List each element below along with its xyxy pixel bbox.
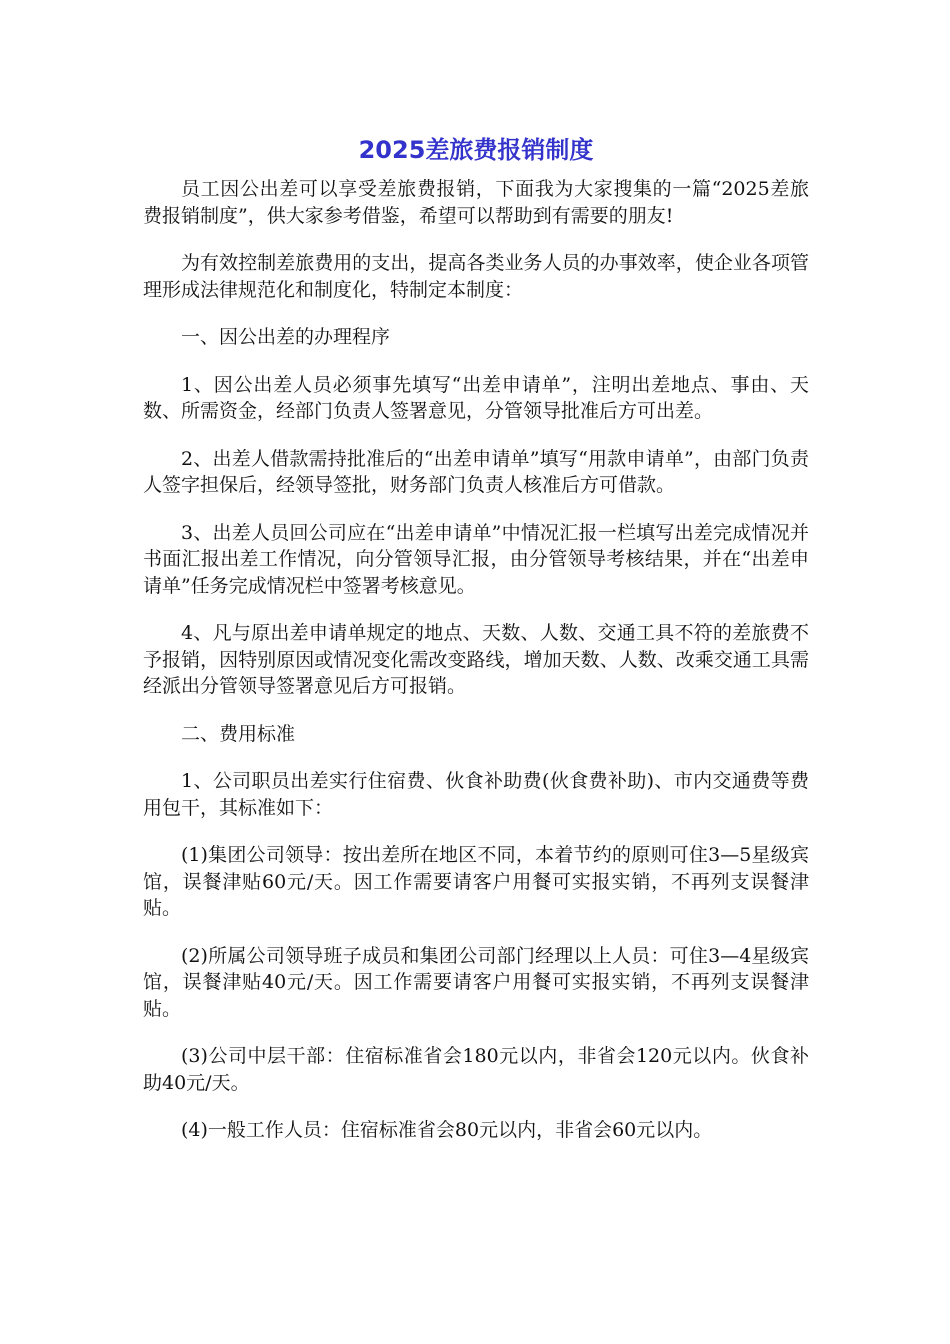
paragraph-procedure-2: 2、出差人借款需持批准后的“出差申请单”填写“用款申请单”，由部门负责人签字担保后，经领导签批，财务部门负责人核准后方可借款。 [143,447,809,496]
document-page [143,128,809,1165]
document-title: 2025差旅费报销制度 [358,136,594,164]
paragraph-standard-subsidiary-leader: (2)所属公司领导班子成员和集团公司部门经理以上人员：可住3—4星级宾馆，误餐津贴40元/天。因工作需要请客户用餐可实报实销，不再列支误餐津贴。 [143,944,809,1020]
paragraph-intro: 员工因公出差可以享受差旅费报销，下面我为大家搜集的一篇“2025差旅费报销制度”，供大家参考借鉴，希望可以帮助到有需要的朋友! [143,178,809,227]
paragraph-procedure-3: 3、出差人员回公司应在“出差申请单”中情况汇报一栏填写出差完成情况并书面汇报出差工作情况，向分管领导汇报，由分管领导考核结果，并在“出差申请单”任务完成情况栏中签署考核意见。 [143,521,809,597]
section-heading-2: 二、费用标准 [181,722,296,745]
paragraph-purpose: 为有效控制差旅费用的支出，提高各类业务人员的办事效率，使企业各项管理形成法律规范化和制度化，特制定本制度： [143,252,809,301]
paragraph-standard-1: 1、公司职员出差实行住宿费、伙食补助费(伙食费补助)、市内交通费等费用包干，其标准如下： [143,770,809,819]
paragraph-standard-group-leader: (1)集团公司领导：按出差所在地区不同，本着节约的原则可住3—5星级宾馆，误餐津贴60元/天。因工作需要请客户用餐可实报实销，不再列支误餐津贴。 [143,844,809,919]
paragraph-procedure-1: 1、因公出差人员必须事先填写“出差申请单”，注明出差地点、事由、天数、所需资金，经部门负责人签署意见，分管领导批准后方可出差。 [143,373,809,422]
paragraph-standard-middle-manager: (3)公司中层干部：住宿标准省会180元以内，非省会120元以内。伙食补助40元/天。 [143,1045,809,1094]
section-heading-1: 一、因公出差的办理程序 [181,326,391,348]
paragraph-procedure-4: 4、凡与原出差申请单规定的地点、天数、人数、交通工具不符的差旅费不予报销，因特别原因或情况变化需改变路线，增加天数、人数、改乘交通工具需经派出分管领导签署意见后方可报销。 [143,622,809,697]
paragraph-standard-staff: (4)一般工作人员：住宿标准省会80元以内，非省会60元以内。 [181,1119,713,1141]
